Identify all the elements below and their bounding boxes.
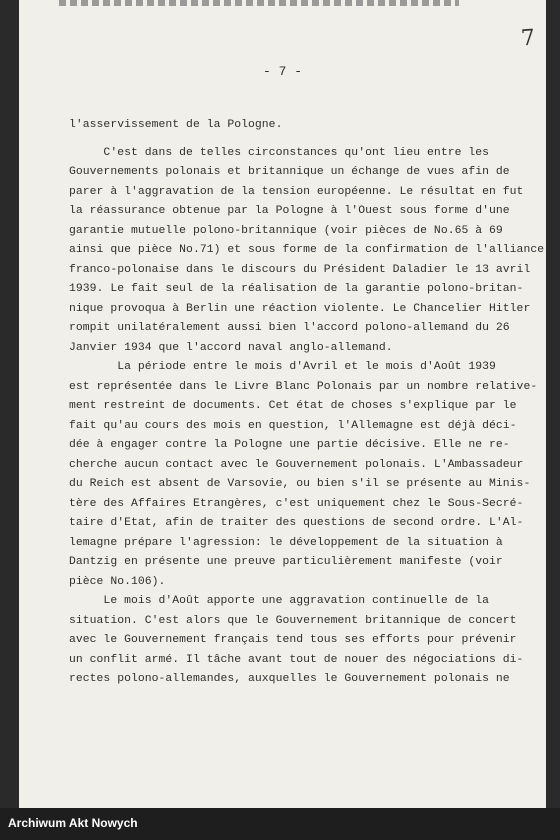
text-line: Janvier 1934 que l'accord naval anglo-allemand. xyxy=(69,341,393,354)
paragraph-gap xyxy=(69,136,539,144)
text-line: tère des Affaires Etrangères, c'est uniquement chez le Sous-Secré- xyxy=(69,497,524,510)
text-line: situation. C'est alors que le Gouvernement britannique de concert xyxy=(69,614,517,627)
text-line: Gouvernements polonais et britannique un échange de vues afin de xyxy=(69,166,510,178)
text-line: fait qu'au cours des mois en question, l'Allemagne est déjà déci- xyxy=(69,419,517,432)
text-line: Dantzig en présente une preuve particulièrement manifeste (voir xyxy=(69,556,503,568)
text-line: la réassurance obtenue par la Pologne à l'Ouest sous forme d'une xyxy=(69,205,510,217)
text-line: C'est dans de telles circonstances qu'ont lieu entre les xyxy=(69,146,490,159)
text-line: nique provoqua à Berlin une réaction violente. Le Chancelier Hitler xyxy=(69,302,531,315)
text-line: rompit unilatéralement aussi bien l'accord polono-allemand du 26 xyxy=(69,322,510,334)
text-line: ment restreint de documents. Cet état de choses s'explique par le xyxy=(69,400,517,412)
text-line: lemagne prépare l'agression: le développement de la situation à xyxy=(69,536,503,549)
text-line: pièce No.106). xyxy=(69,575,166,588)
text-line: un conflit armé. Il tâche avant tout de nouer des négociations di- xyxy=(69,653,524,666)
document-page xyxy=(19,0,546,808)
archive-footer xyxy=(0,808,560,840)
page-number: - 7 - xyxy=(263,64,303,79)
text-line: 1939. Le fait seul de la réalisation de la garantie polono-britan- xyxy=(69,283,524,295)
handwritten-page-mark: 7 xyxy=(520,25,536,52)
text-line: du Reich est absent de Varsovie, ou bien s'il se présente au Minis- xyxy=(69,478,531,490)
text-line: parer à l'aggravation de la tension européenne. Le résultat en fut xyxy=(69,185,524,198)
text-line: est représentée dans le Livre Blanc Polonais par un nombre relative- xyxy=(69,380,538,393)
text-line: taire d'Etat, afin de traiter des questions de second ordre. L'Al- xyxy=(69,517,524,529)
body-text xyxy=(69,116,545,690)
text-line: cherche aucun contact avec le Gouvernement polonais. L'Ambassadeur xyxy=(69,458,524,471)
text-line: Le mois d'Août apporte une aggravation continuelle de la xyxy=(69,595,490,607)
text-line: l'asservissement de la Pologne. xyxy=(69,119,283,131)
text-line: dée à engager contre la Pologne une partie décisive. Elle ne re- xyxy=(69,439,510,451)
text-line: ainsi que pièce No.71) et sous forme de la confirmation de l'alliance xyxy=(69,244,545,256)
top-edge-marks xyxy=(59,0,459,6)
text-line: franco-polonaise dans le discours du Président Daladier le 13 avril xyxy=(69,263,531,276)
text-line: garantie mutuelle polono-britannique (voir pièces de No.65 à 69 xyxy=(69,224,503,237)
text-line: La période entre le mois d'Avril et le mois d'Août 1939 xyxy=(69,361,496,373)
text-line: avec le Gouvernement français tend tous ses efforts pour prévenir xyxy=(69,634,517,646)
archive-label: Archiwum Akt Nowych xyxy=(8,816,138,830)
text-line: rectes polono-allemandes, auxquelles le Gouvernement polonais ne xyxy=(69,673,510,685)
